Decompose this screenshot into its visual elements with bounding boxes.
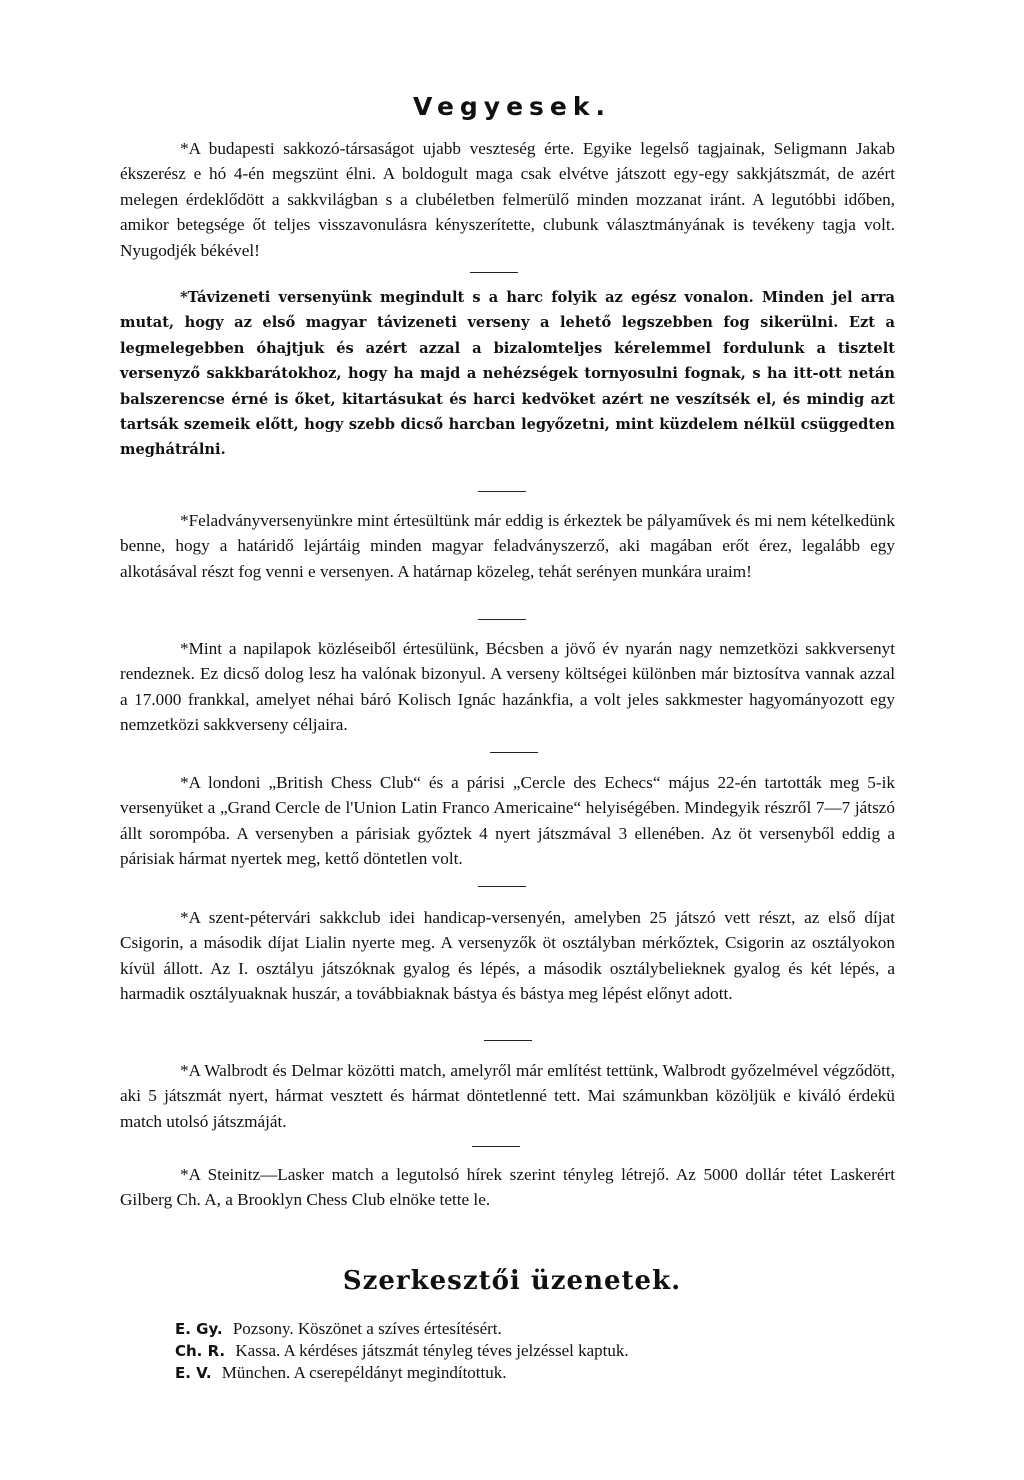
editor-message	[175, 1362, 895, 1384]
news-paragraph-6: *A szent-pétervári sakkclub idei handicap-versenyén, amelyben 25 játszó vett részt, az első díjat Csigorin, a második díjat Lialin nyerte meg. A versenyzők öt osztályban mérkőztek, Csigorin az osztályokon kívül állott. Az I. osztályu játszóknak gyalog és lépés, a második osztálybelieknek gyalog és két lépés, a harmadik osztályuaknak huszár, a továbbiaknak bástya és bástya meg lépést előnyt adott.	[120, 908, 895, 1004]
editor-messages-title: Szerkesztői üzenetek.	[342, 1266, 682, 1296]
section-title: Vegyesek.	[412, 92, 612, 121]
message-text: München. A cserepéldányt megindítottuk.	[221, 1363, 507, 1382]
message-text: Kassa. A kérdéses játszmát tényleg téves jelzéssel kaptuk.	[235, 1341, 629, 1360]
news-paragraph-8: *A Steinitz—Lasker match a legutolsó hírek szerint tényleg létrejő. Az 5000 dollár tétet Laskerért Gilberg Ch. A, a Brooklyn Chess Club elnöke tette le.	[120, 1165, 895, 1210]
news-paragraph-2: *Távizeneti versenyünk megindult s a harc folyik az egész vonalon. Minden jel arra mutat, hogy az első magyar távizeneti verseny a lehető legszebben fog sikerülni. Ezt a legmelegebben óhajtjuk és azért azzal a bizalomteljes kérelemmel fordulunk a tisztelt versenyző sakkbarátokhoz, hogy ha majd a nehézségek tornyosulni fognak, s ha itt-ott netán balszerencse érné is őket, kitartásukat és harci kedvöket azért ne veszítsék el, és mindig azt tartsák szemeik előtt, hogy szebb dicső harcban legyőzetni, mint küzdelem nélkül csüggedten meghátrálni.	[120, 289, 895, 459]
news-paragraph-1: *A budapesti sakkozó-társaságot ujabb veszteség érte. Egyike legelső tagjainak, Seligmann Jakab ékszerész e hó 4-én megszünt élni. A boldogult maga csak elvétve játszott egy-egy sakkjátszmát, de azért melegen érdeklődött a sakkvilágban s a clubéletben felmerülő minden mozzanat iránt. A legutóbbi időben, amikor betegsége őt teljes visszavonulásra kényszerítette, clubunk választmányának is tevékeny tagja volt. Nyugodjék békével!	[120, 139, 895, 260]
news-paragraph-7: *A Walbrodt és Delmar közötti match, amelyről már említést tettünk, Walbrodt győzelmével végződött, aki 5 játszmát nyert, hármat vesztett és hármat döntetlenné tett. Mai számunkban közöljük e kiváló érdekü match utolsó játszmáját.	[120, 1061, 895, 1131]
separator-rule	[478, 619, 526, 620]
news-paragraph-3: *Feladványversenyünkre mint értesültünk már eddig is érkeztek be pályaművek és mi nem kételkedünk benne, hogy a határidő lejártáig minden magyar feladványszerző, aki magában erőt érez, legalább egy alkotásával részt fog venni e versenyen. A határnap közeleg, tehát serényen munkára uraim!	[120, 511, 895, 581]
separator-rule	[470, 272, 518, 273]
message-recipient: E. Gy.	[175, 1320, 223, 1338]
message-recipient: E. V.	[175, 1364, 212, 1382]
separator-rule	[490, 752, 538, 753]
message-recipient: Ch. R.	[175, 1342, 226, 1360]
separator-rule	[478, 886, 526, 887]
separator-rule	[478, 491, 526, 492]
news-paragraph-5: *A londoni „British Chess Club“ és a párisi „Cercle des Echecs“ május 22-én tartották meg 5-ik versenyüket a „Grand Cercle de l'Union Latin Franco Americaine“ helyiségében. Mindegyik részről 7—7 játszó állt sorompóba. A versenyben a párisiak győztek 4 nyert játszmával 3 ellenében. Az öt versenyből eddig a párisiak hármat nyertek meg, kettő döntetlen volt.	[120, 773, 895, 869]
news-paragraph-4: *Mint a napilapok közléseiből értesülünk, Bécsben a jövő év nyarán nagy nemzetközi sakkversenyt rendeznek. Ez dicső dolog lesz ha valónak bizonyul. A verseny költségei különben már biztosítva vannak azzal a 17.000 frankkal, amelyet néhai báró Kolisch Ignác hazánkfia, a volt jeles sakkmester hagyományozott egy nemzetközi sakkverseny céljaira.	[120, 639, 895, 735]
separator-rule	[472, 1146, 520, 1147]
editor-message	[175, 1340, 895, 1362]
editor-message	[175, 1318, 895, 1340]
message-text: Pozsony. Köszönet a szíves értesítésért.	[232, 1319, 502, 1338]
separator-rule	[484, 1040, 532, 1041]
